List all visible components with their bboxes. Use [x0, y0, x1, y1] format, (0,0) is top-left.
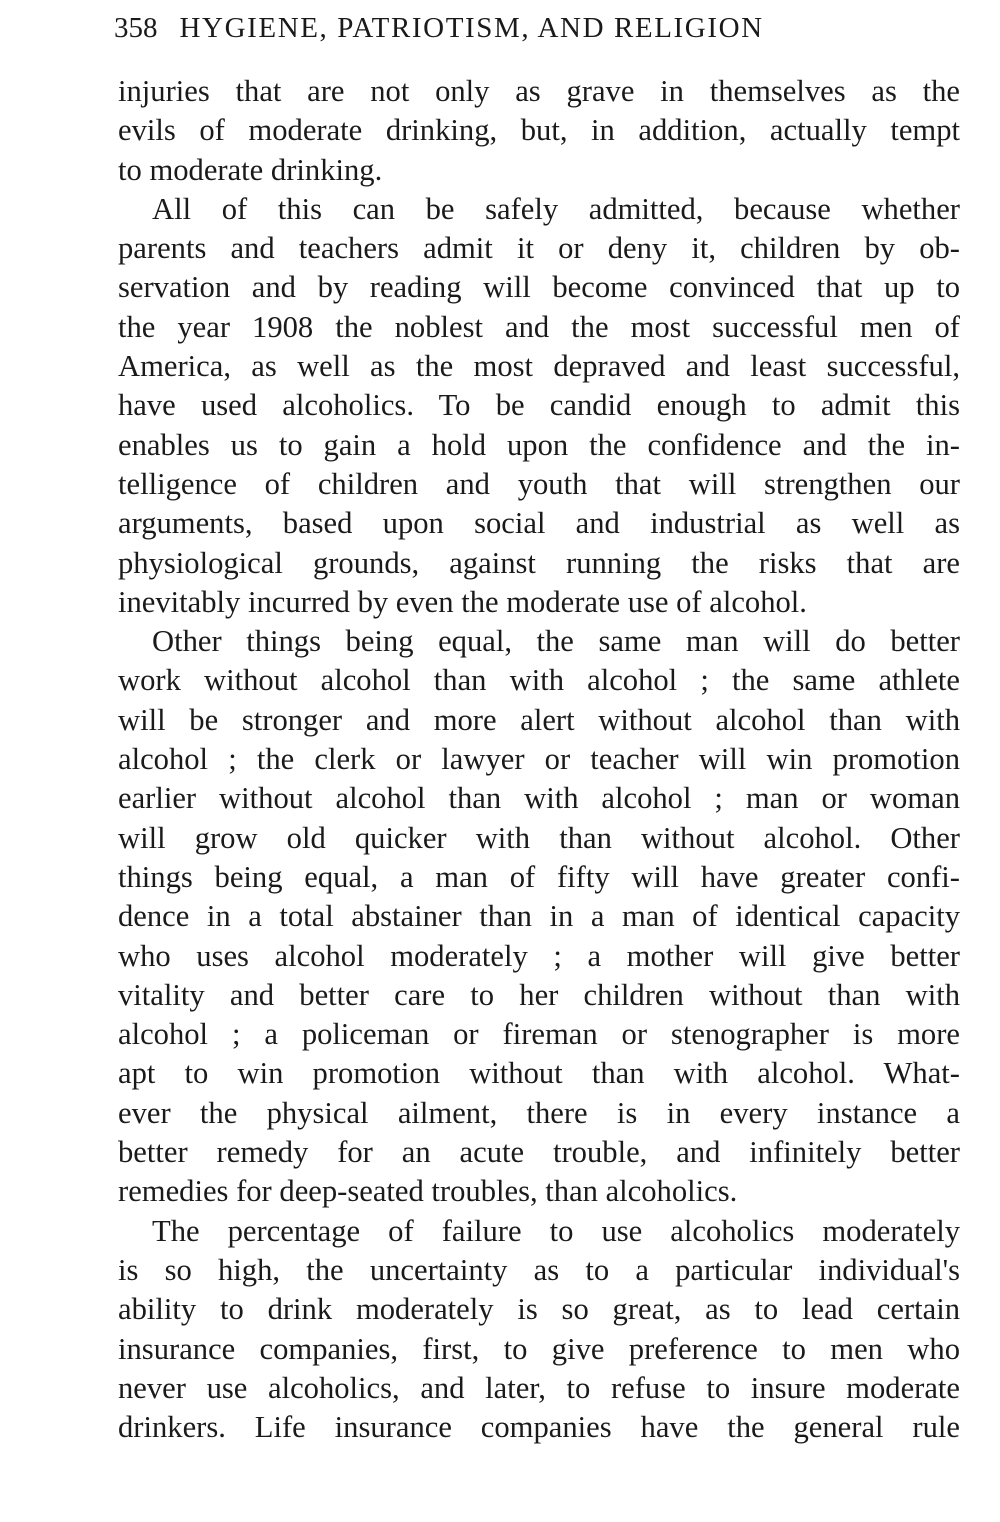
text-line: Other things being equal, the same man will do better	[152, 624, 960, 659]
body-text	[118, 72, 960, 1447]
running-title: HYGIENE, PATRIOTISM, AND RELIGION	[179, 12, 764, 44]
text-line: have used alcoholics. To be candid enough to admit this	[118, 388, 960, 423]
text-line: ever the physical ailment, there is in every instance a	[118, 1095, 960, 1130]
text-line: better remedy for an acute trouble, and infinitely better	[118, 1135, 960, 1170]
text-line: arguments, based upon social and industrial as well as	[118, 506, 960, 541]
text-line: alcohol ; the clerk or lawyer or teacher will win promotion	[118, 742, 960, 777]
text-line: drinkers. Life insurance companies have the general rule	[118, 1410, 960, 1445]
text-line: will be stronger and more alert without alcohol than with	[118, 702, 960, 737]
text-line: evils of moderate drinking, but, in addition, actually tempt	[118, 113, 960, 148]
text-line: servation and by reading will become convinced that up to	[118, 270, 960, 305]
text-line: All of this can be safely admitted, because whether	[152, 191, 960, 226]
text-line: never use alcoholics, and later, to refuse to insure moderate	[118, 1370, 960, 1405]
paragraph-3	[118, 622, 960, 1211]
text-line: insurance companies, first, to give preference to men who	[118, 1331, 960, 1366]
text-line: work without alcohol than with alcohol ; the same athlete	[118, 663, 960, 698]
text-line: dence in a total abstainer than in a man of identical capacity	[118, 899, 960, 934]
text-line: to moderate drinking.	[118, 152, 383, 187]
running-head	[114, 12, 964, 52]
paragraph-2	[118, 190, 960, 622]
text-line: telligence of children and youth that will strengthen our	[118, 466, 960, 501]
text-line: physiological grounds, against running the risks that are	[118, 545, 960, 580]
page-number: 358	[114, 12, 158, 44]
text-line: enables us to gain a hold upon the confidence and the in-	[118, 427, 960, 462]
text-line: America, as well as the most depraved and least successful,	[118, 349, 960, 384]
text-line: will grow old quicker with than without alcohol. Other	[118, 820, 960, 855]
text-line: injuries that are not only as grave in themselves as the	[118, 74, 960, 108]
text-line: vitality and better care to her children without than with	[118, 977, 960, 1012]
text-line: The percentage of failure to use alcoholics moderately	[152, 1213, 960, 1248]
text-line: parents and teachers admit it or deny it, children by ob-	[118, 231, 960, 266]
text-line: the year 1908 the noblest and the most successful men of	[118, 309, 960, 344]
paragraph-4	[118, 1212, 960, 1448]
text-line: apt to win promotion without than with alcohol. What-	[118, 1056, 960, 1091]
text-line: remedies for deep-seated troubles, than alcoholics.	[118, 1174, 738, 1209]
text-line: ability to drink moderately is so great, as to lead certain	[118, 1292, 960, 1327]
text-line: is so high, the uncertainty as to a particular individual's	[118, 1252, 960, 1287]
text-line: things being equal, a man of fifty will have greater confi-	[118, 859, 960, 894]
text-line: earlier without alcohol than with alcohol ; man or woman	[118, 781, 960, 816]
paragraph-1	[118, 72, 960, 190]
text-line: who uses alcohol moderately ; a mother will give better	[118, 938, 960, 973]
text-line: alcohol ; a policeman or fireman or stenographer is more	[118, 1017, 960, 1052]
text-line: inevitably incurred by even the moderate use of alcohol.	[118, 584, 807, 619]
